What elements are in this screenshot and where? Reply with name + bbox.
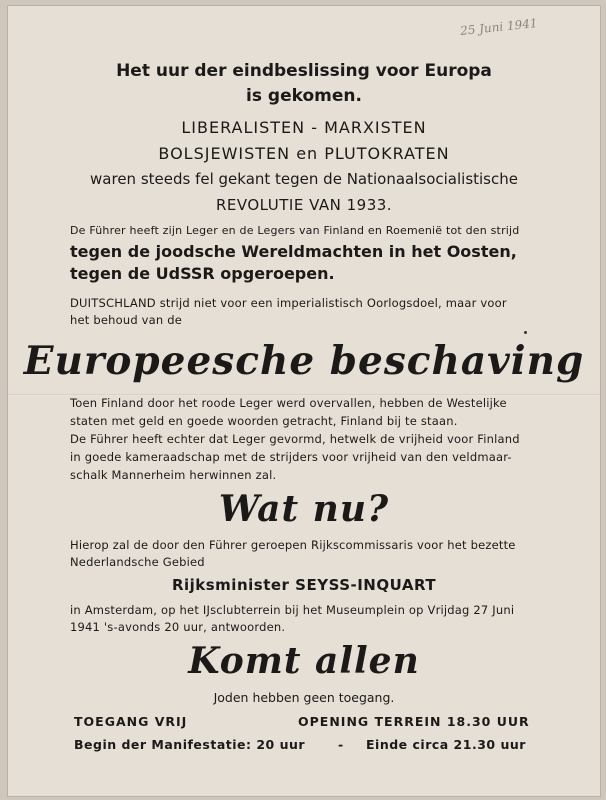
venue-line-2: 1941 's-avonds 20 uur, antwoorden. — [70, 620, 286, 634]
headline-line-1: Het uur der eindbeslissing voor Europa — [116, 61, 492, 81]
finland-line-3: De Führer heeft echter dat Leger gevormd, hetwelk de vrijheid voor Finland — [70, 432, 520, 446]
handwritten-date: 25 Juni 1941 — [459, 15, 539, 39]
udssr-line: tegen de UdSSR opgeroepen. — [70, 264, 335, 283]
end-time-label: Einde circa 21.30 uur — [366, 737, 526, 752]
finland-line-2: staten met geld en goede woorden getracht, Finland bij te staan. — [70, 414, 458, 428]
finland-line-1: Toen Finland door het roode Leger werd overvallen, hebben de Westelijke — [70, 396, 507, 410]
revolution-line: REVOLUTIE VAN 1933. — [215, 196, 393, 214]
commissioner-line-2: Nederlandsche Gebied — [70, 555, 205, 569]
what-now-title: Wat nu? — [218, 488, 390, 530]
no-access-line: Joden hebben geen toegang. — [213, 690, 395, 705]
time-separator: - — [338, 737, 344, 752]
free-entry-label: TOEGANG VRIJ — [74, 714, 188, 729]
jewish-powers-line: tegen de joodsche Wereldmachten in het Oosten, — [70, 242, 517, 261]
ideologies-line-1: LIBERALISTEN - MARXISTEN — [181, 118, 427, 137]
fuhrer-army-line: De Führer heeft zijn Leger en de Legers van Finland en Roemenië tot den strijd — [70, 224, 520, 237]
ideologies-line-2: BOLSJEWISTEN en PLUTOKRATEN — [158, 144, 450, 163]
european-civilization-title: Europeesche beschaving — [23, 338, 585, 384]
headline-line-2: is gekomen. — [246, 86, 362, 106]
opening-time-label: OPENING TERREIN 18.30 UUR — [298, 714, 530, 729]
venue-line-1: in Amsterdam, op het IJsclubterrein bij het Museumplein op Vrijdag 27 Juni — [70, 603, 515, 617]
opposition-line: waren steeds fel gekant tegen de Nationaalsocialistische — [90, 170, 518, 188]
start-time-label: Begin der Manifestatie: 20 uur — [74, 737, 306, 752]
finland-line-4: in goede kameraadschap met de strijders voor vrijheid van den veldmaar- — [70, 450, 512, 464]
come-all-title: Komt allen — [188, 640, 420, 682]
speaker-name: Rijksminister SEYSS-INQUART — [171, 576, 437, 594]
pin-hole — [524, 331, 527, 334]
germany-line-1: DUITSCHLAND strijd niet voor een imperialistisch Oorlogsdoel, maar voor — [70, 296, 507, 310]
poster-sheet — [8, 6, 600, 796]
germany-line-2: het behoud van de — [70, 313, 183, 327]
commissioner-line-1: Hierop zal de door den Führer geroepen Rijkscommissaris voor het bezette — [70, 538, 516, 552]
finland-line-5: schalk Mannerheim herwinnen zal. — [70, 468, 277, 482]
